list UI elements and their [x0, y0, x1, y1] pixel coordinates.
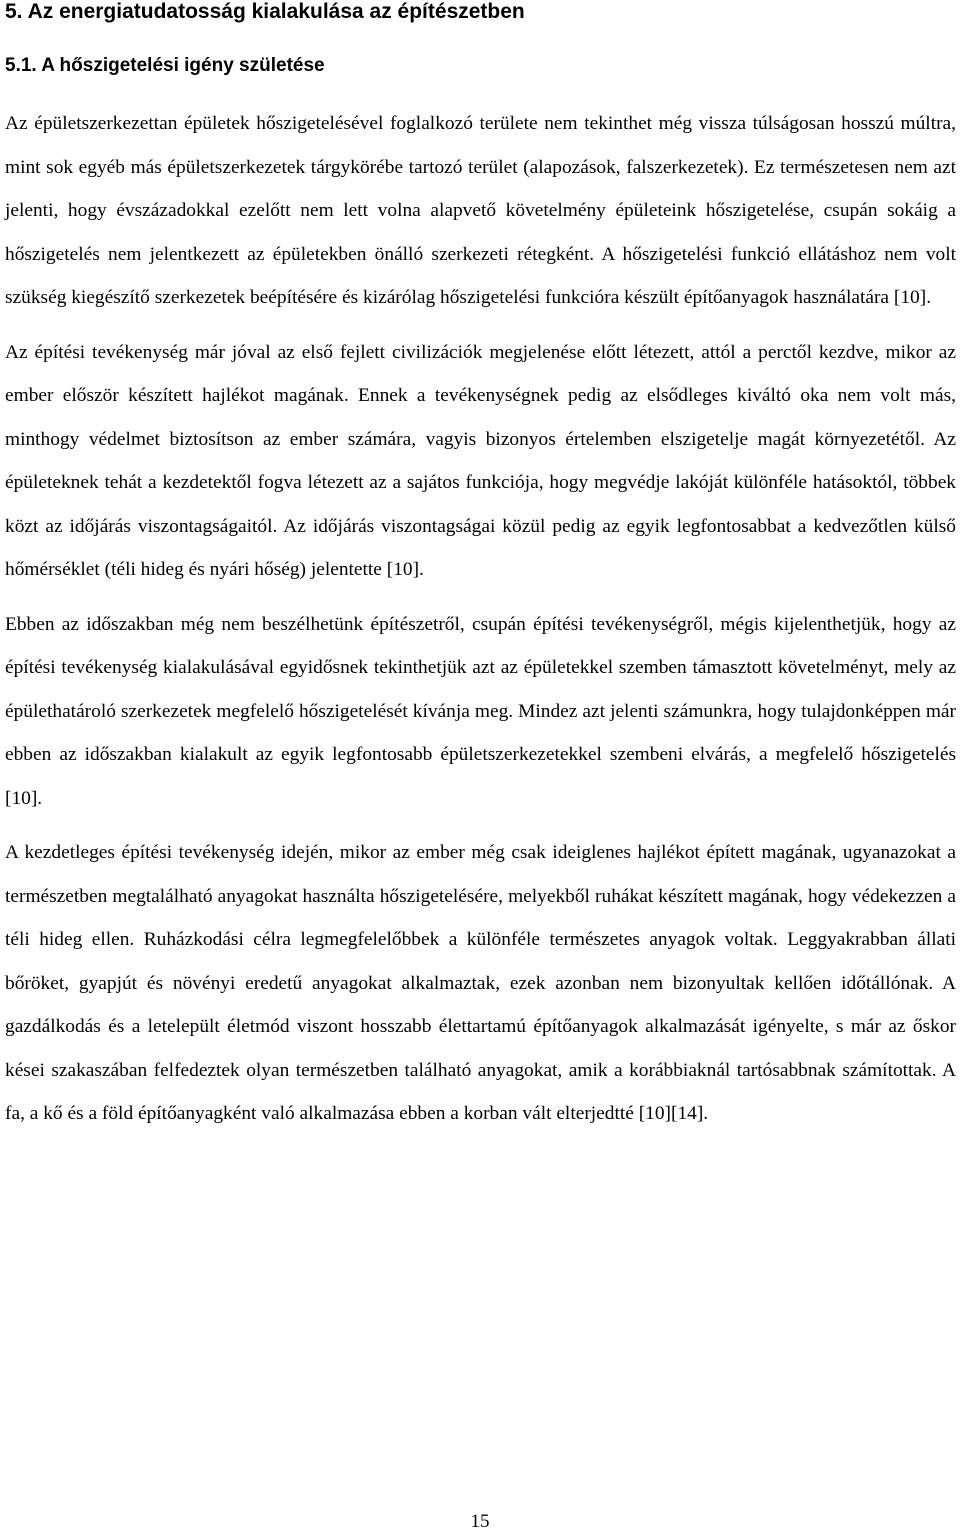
section-heading: 5.1. A hőszigetelési igény születése — [5, 55, 325, 76]
paragraph-1: Az épületszerkezettan épületek hőszigetelésével foglalkozó területe nem tekinthet még vissza túlságosan hosszú múltra, mint sok egyéb más épületszerkezetek tárgykörébe tartozó terület (alapozások, falszerkezetek). Ez természetesen nem azt jelenti, hogy évszázadokkal ezelőtt nem lett volna alapvető követelmény épületeink hőszigetelése, csupán sokáig a hőszigetelés nem jelentkezett az épületekben önálló szerkezeti rétegként. A hőszigetelési funkció ellátáshoz nem volt szükség kiegészítő szerkezetek beépítésére és kizárólag hőszigetelési funkcióra készült építőanyagok használatára [10]. — [5, 113, 956, 308]
paragraph-2: Az építési tevékenység már jóval az első fejlett civilizációk megjelenése előtt létezett, attól a perctől kezdve, mikor az ember először készített hajlékot magának. Ennek a tevékenységnek pedig az elsődleges kiváltó oka nem volt más, minthogy védelmet biztosítson az ember számára, vagyis bizonyos értelemben elszigetelje magát környezetétől. Az épületeknek tehát a kezdetektől fogva létezett az a sajátos funkciója, hogy megvédje lakóját különféle hatásoktól, többek közt az időjárás viszontagságaitól. Az időjárás viszontagságai közül pedig az egyik legfontosabbat a kedvezőtlen külső hőmérséklet (téli hideg és nyári hőség) jelentette [10]. — [5, 341, 956, 580]
paragraph-3: Ebben az időszakban még nem beszélhetünk építészetről, csupán építési tevékenységről, mégis kijelenthetjük, hogy az építési tevékenység kialakulásával egyidősnek tekinthetjük azt az épületekkel szemben támasztott követelményt, mely az épülethatároló szerkezetek megfelelő hőszigetelését kívánja meg. Mindez azt jelenti számunkra, hogy tulajdonképpen már ebben az időszakban kialakult az egyik legfontosabb épületszerkezetekkel szembeni elvárás, a megfelelő hőszigetelés [10]. — [5, 613, 956, 809]
body-text — [5, 102, 956, 1147]
chapter-heading: 5. Az energiatudatosság kialakulása az építészetben — [5, 0, 525, 23]
paragraph-4: A kezdetleges építési tevékenység idején, mikor az ember még csak ideiglenes hajlékot épített magának, ugyanazokat a természetben megtalálható anyagokat használta hőszigetelésére, melyekből ruhákat készített magának, hogy védekezzen a téli hideg ellen. Ruházkodási célra legmegfelelőbbek a különféle természetes anyagok voltak. Leggyakrabban állati bőröket, gyapjút és növényi eredetű anyagokat alkalmaztak, ezek azonban nem bizonyultak kellően időtállónak. A gazdálkodás és a letelepült életmód viszont hosszabb élettartamú építőanyagok alkalmazását igényelte, s már az őskor kései szakaszában felfedeztek olyan természetben található anyagokat, amik a korábbiaknál tartósabbnak számítottak. A fa, a kő és a föld építőanyagként való alkalmazása ebben a korban vált elterjedtté [10][14]. — [5, 842, 956, 1124]
page-number: 15 — [470, 1511, 490, 1532]
